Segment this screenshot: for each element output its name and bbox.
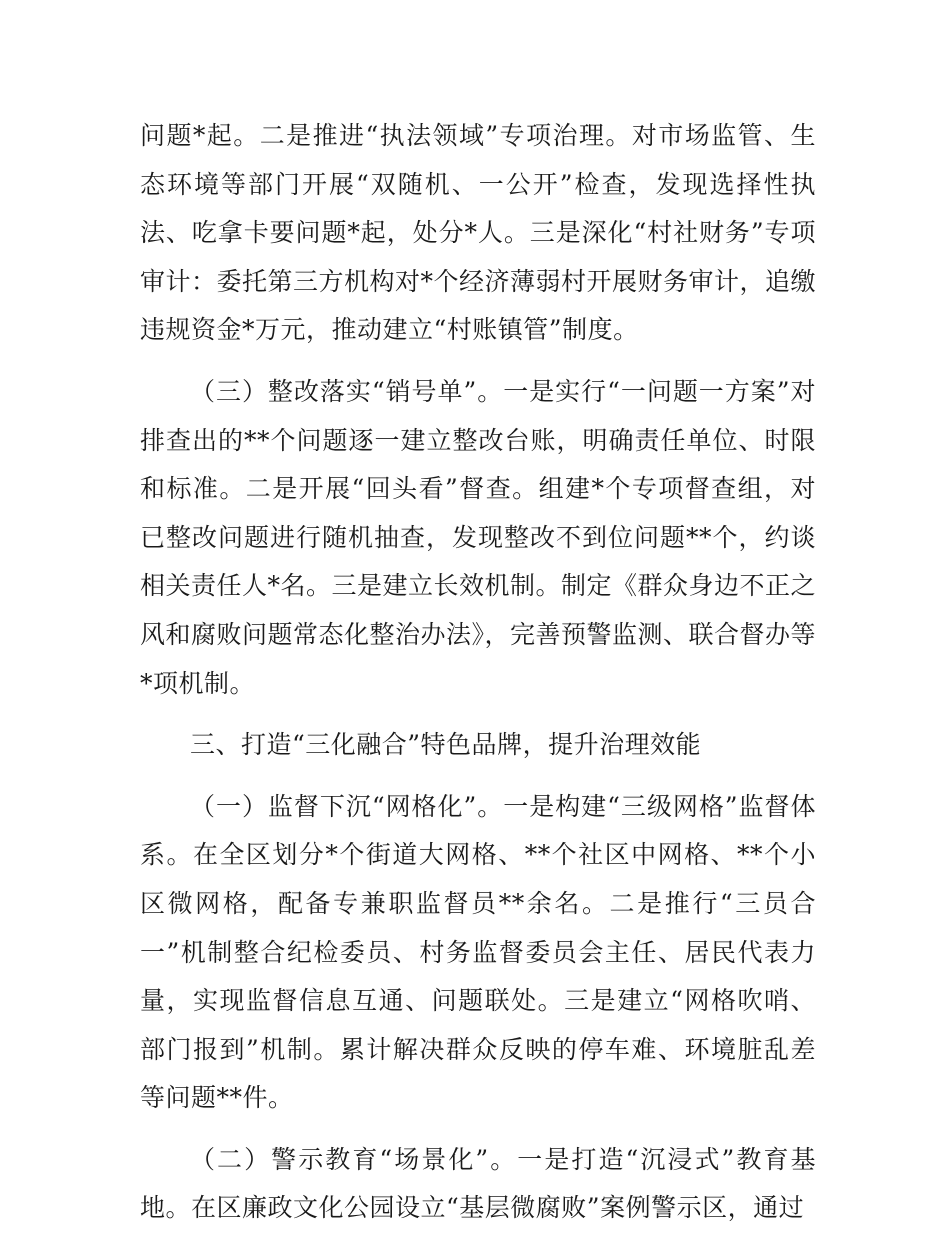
paragraph-spacer (140, 708, 816, 721)
paragraph-spacer (140, 1123, 816, 1136)
paragraph-subsection-2: （二）警示教育“场景化”。一是打造“沉浸式”教育基地。在区廉政文化公园设立“基层微腐败”案例警示区，通过 (140, 1144, 816, 1223)
paragraph-spacer (140, 355, 816, 368)
section-heading: 三、打造“三化融合”特色品牌，提升治理效能 (190, 730, 702, 760)
paragraph-spacer (140, 770, 816, 783)
paragraph-continuation: 问题*起。二是推进“执法领域”专项治理。对市场监管、生态环境等部门开展“双随机、一公开”检查，发现选择性执法、吃拿卡要问题*起，处分*人。三是深化“村社财务”专项审计：委托第三方机构对*个经济薄弱村开展财务审计，追缴违规资金*万元，推动建立“村账镇管”制度。 (140, 121, 817, 345)
document-body (140, 112, 816, 1233)
paragraph-section-3: （三）整改落实“销号单”。一是实行“一问题一方案”对排查出的**个问题逐一建立整改台账，明确责任单位、时限和标准。二是开展“回头看”督查。组建*个专项督查组，对已整改问题进行随机抽查，发现整改不到位问题**个，约谈相关责任人*名。三是建立长效机制。制定《群众身边不正之风和腐败问题常态化整治办法》，完善预警监测、联合督办等*项机制。 (140, 376, 817, 698)
paragraph-subsection-1: （一）监督下沉“网格化”。一是构建“三级网格”监督体系。在全区划分*个街道大网格、**个社区中网格、**个小区微网格，配备专兼职监督员**余名。二是推行“三员合一”机制整合纪检委员、村务监督委员会主任、居民代表力量，实现监督信息互通、问题联处。三是建立“网格吹哨、部门报到”机制。累计解决群众反映的停车难、环境脏乱差等问题**件。 (140, 791, 817, 1113)
